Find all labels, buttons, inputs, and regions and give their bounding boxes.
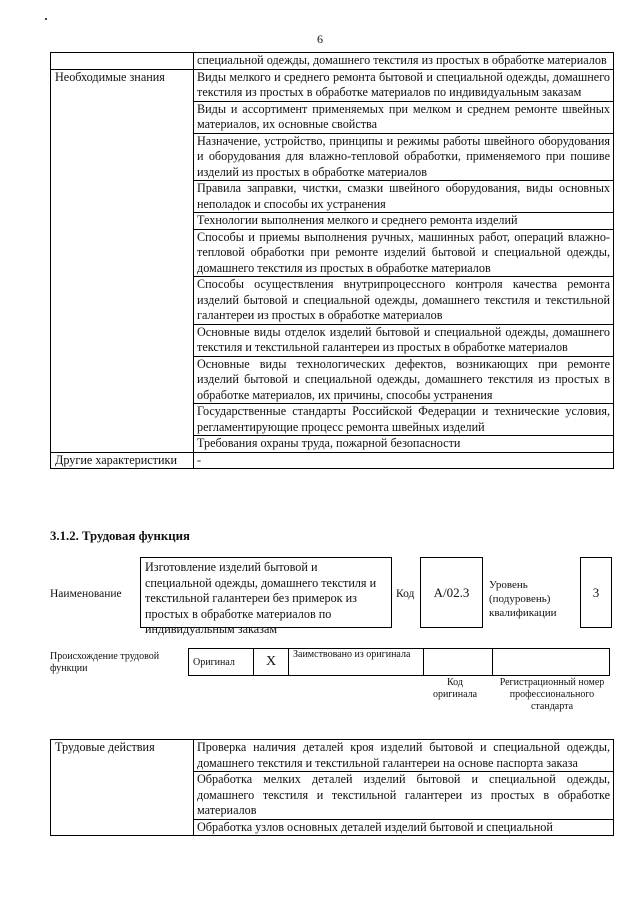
function-name-box: Изготовление изделий бытовой и специальной одежды, домашнего текстиля и текстильной галантереи без примерок из простых в обработке материалов по индивидуальным заказам	[140, 557, 392, 628]
reg-number-caption: Регистрационный номер профессионального стандарта	[499, 677, 605, 712]
action-text: Обработка мелких деталей изделий бытовой и специальной одежды, домашнего текстиля и текстильной галантереи из простых в обработке материалов	[194, 772, 614, 820]
row-text: Виды и ассортимент применяемых при мелком и среднем ремонте швейных материалов, их основные свойства	[194, 101, 614, 133]
original-mark: X	[254, 649, 289, 676]
level-label-text: Уровень (подуровень) квалификации	[489, 579, 557, 619]
actions-table	[50, 739, 614, 836]
actions-label: Трудовые действия	[51, 740, 194, 836]
page-number: 6	[317, 32, 323, 46]
action-text: Проверка наличия деталей кроя изделий бытовой и специальной одежды, домашнего текстиля и текстильной галантереи на основе паспорта заказа	[194, 740, 614, 772]
origin-label: Происхождение трудовой функции	[50, 651, 160, 674]
table-row	[51, 69, 614, 101]
row-text: Правила заправки, чистки, смазки швейного оборудования, виды основных неполадок и способы их устранения	[194, 181, 614, 213]
code-value-box: A/02.3	[420, 557, 483, 628]
row-text: Назначение, устройство, принципы и режимы работы швейного оборудования и оборудования для влажно-тепловой обработки, применяемого при пошиве изделий из простых в обработке материалов	[194, 133, 614, 181]
row-text: Способы осуществления внутрипроцессного контроля качества ремонта изделий бытовой и специальной одежды, домашнего текстиля и текстильной галантереи из простых в обработке материалов	[194, 277, 614, 325]
scan-speck	[45, 18, 47, 20]
table-row	[51, 740, 614, 772]
knowledge-table	[50, 52, 614, 469]
origin-table	[188, 648, 610, 676]
row-text: Виды мелкого и среднего ремонта бытовой и специальной одежды, домашнего текстиля из простых в обработке материалов по индивидуальным заказам	[194, 69, 614, 101]
row-label: Необходимые знания	[51, 69, 194, 452]
row-text: Основные виды отделок изделий бытовой и специальной одежды, домашнего текстиля и текстильной галантереи из простых в обработке материалов	[194, 324, 614, 356]
level-label	[489, 578, 569, 620]
row-text: Государственные стандарты Российской Федерации и технические условия, регламентирующие процесс ремонта швейных изделий	[194, 404, 614, 436]
row-text: -	[194, 452, 614, 469]
table-row	[51, 452, 614, 469]
code-original-cell	[424, 649, 493, 676]
name-label: Наименование	[50, 588, 122, 600]
row-label	[51, 53, 194, 70]
row-text: Требования охраны труда, пожарной безопасности	[194, 436, 614, 453]
row-text: Способы и приемы выполнения ручных, машинных работ, операций влажно-тепловой обработки при ремонте изделий бытовой и специальной одежды, домашнего текстиля из простых в обработке материалов	[194, 229, 614, 277]
borrowed-label: Заимствовано из оригинала	[289, 649, 424, 676]
level-value-box: 3	[580, 557, 612, 628]
code-label: Код	[396, 588, 415, 600]
row-label: Другие характеристики	[51, 452, 194, 469]
section-heading: 3.1.2. Трудовая функция	[50, 529, 190, 543]
row-text: специальной одежды, домашнего текстиля из простых в обработке материалов	[194, 53, 614, 70]
row-text: Основные виды технологических дефектов, возникающих при ремонте изделий бытовой и специальной одежды, домашнего текстиля из простых в обработке материалов, их причины, способы устранения	[194, 356, 614, 404]
original-label: Оригинал	[189, 649, 254, 676]
table-row	[51, 53, 614, 70]
row-text: Технологии выполнения мелкого и среднего ремонта изделий	[194, 213, 614, 230]
code-original-caption: Код оригинала	[432, 677, 478, 700]
reg-number-cell	[493, 649, 610, 676]
action-text: Обработка узлов основных деталей изделий бытовой и специальной	[194, 819, 614, 836]
